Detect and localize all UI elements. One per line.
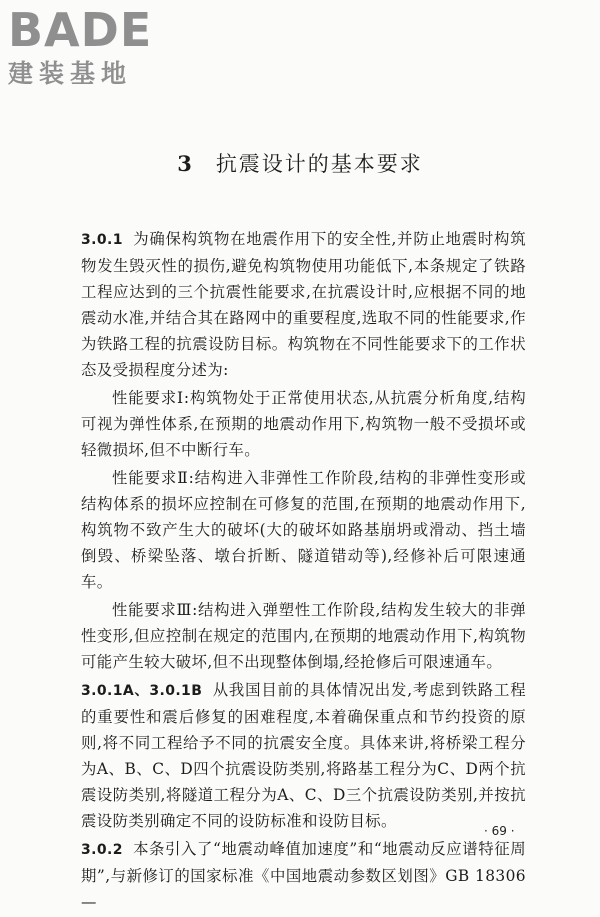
logo-wordmark: BADE <box>8 3 153 57</box>
paragraph-text: 本条引入了“地震动峰值加速度”和“地震动反应谱特征周期”,与新修订的国家标准《中国地震动参数区划图》GB 18306— <box>81 840 526 911</box>
paragraph-performance-3 <box>81 597 526 675</box>
paragraph-text: 为确保构筑物在地震作用下的安全性,并防止地震时构筑物发生毁灭性的损伤,避免构筑物使用功能低下,本条规定了铁路工程应达到的三个抗震性能要求,在抗震设计时,应根据不同的地震动水准,并结合其在路网中的重要程度,选取不同的性能要求,作为铁路工程的抗震设防目标。构筑物在不同性能要求下的工作状态及受损程度分述为: <box>81 230 526 379</box>
clause-number: 3.0.1 <box>81 232 123 248</box>
paragraph-text: 性能要求Ⅰ:构筑物处于正常使用状态,从抗震分析角度,结构可视为弹性体系,在预期的地震动作用下,构筑物一般不受损坏或轻微损坏,但不中断行车。 <box>81 389 526 459</box>
bade-logo <box>8 4 178 96</box>
body-text <box>81 226 526 917</box>
clause-number: 3.0.2 <box>81 842 123 858</box>
logo-subtitle: 建装基地 <box>8 59 133 88</box>
chapter-title-text: 抗震设计的基本要求 <box>215 152 423 176</box>
page-number: · 69 · <box>484 824 515 838</box>
paragraph-3-0-2 <box>81 836 526 915</box>
paragraph-3-0-1a-b <box>81 677 526 834</box>
paragraph-text: 性能要求Ⅲ:结构进入弹塑性工作阶段,结构发生较大的非弹性变形,但应控制在规定的范围内,在预期的地震动作用下,构筑物可能产生较大破坏,但不出现整体倒塌,经抢修后可限速通车。 <box>81 601 526 671</box>
chapter-title <box>0 148 600 178</box>
paragraph-performance-1 <box>81 385 526 463</box>
clause-number: 3.0.1A、3.0.1B <box>81 683 203 699</box>
paragraph-3-0-1 <box>81 226 526 383</box>
chapter-number: 3 <box>177 151 194 176</box>
paragraph-performance-2 <box>81 465 526 595</box>
paragraph-text: 从我国目前的具体情况出发,考虑到铁路工程的重要性和震后修复的困难程度,本着确保重点和节约投资的原则,将不同工程给予不同的抗震安全度。具体来讲,将桥梁工程分为A、B、C、D四个抗震设防类别,将路基工程分为C、D两个抗震设防类别,将隧道工程分为A、C、D三个抗震设防类别,并按抗震设防类别确定不同的设防标准和设防目标。 <box>81 681 526 830</box>
paragraph-text: 性能要求Ⅱ:结构进入非弹性工作阶段,结构的非弹性变形或结构体系的损坏应控制在可修复的范围,在预期的地震动作用下,构筑物不致产生大的破坏(大的破坏如路基崩坍或滑动、挡土墙倒毁、桥梁坠落、墩台折断、隧道错动等),经修补后可限速通车。 <box>81 469 526 591</box>
